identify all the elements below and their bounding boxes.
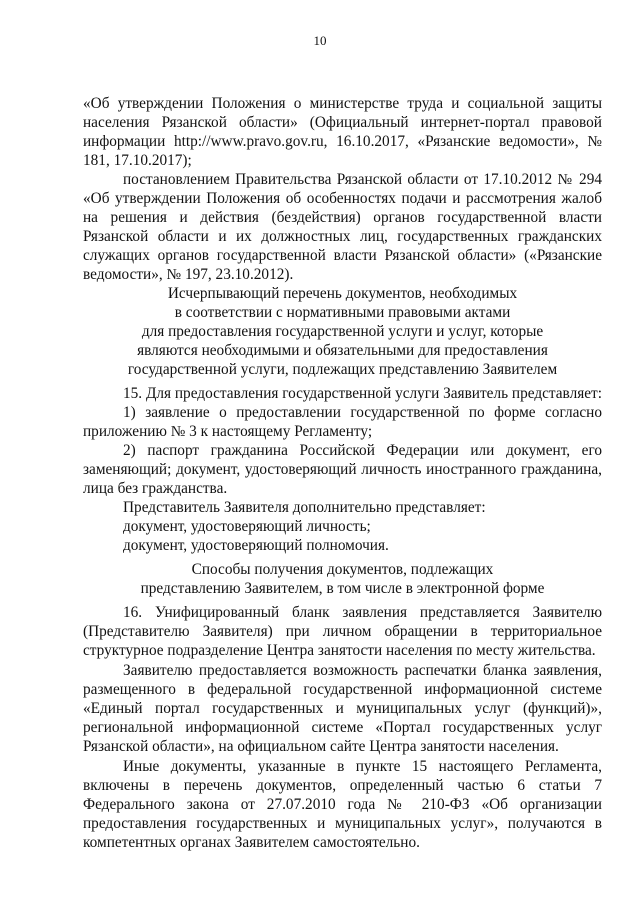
heading-line: Исчерпывающий перечень документов, необходимых bbox=[167, 285, 518, 302]
representative-document-2: документ, удостоверяющий полномочия. bbox=[123, 537, 389, 554]
heading-line: государственной услуги, подлежащих представлению Заявителем bbox=[127, 361, 558, 379]
clause-15-item-2: 2) паспорт гражданина Российской Федерации или документ, его заменяющий; документ, удостоверяющий личность иностранного гражданина, лица без гражданства. bbox=[83, 442, 602, 498]
section-heading-methods bbox=[83, 560, 602, 598]
heading-line: являются необходимыми и обязательными для предоставления bbox=[137, 342, 548, 360]
heading-line: представлению Заявителем, в том числе в электронной форме bbox=[140, 580, 545, 598]
heading-line: Способы получения документов, подлежащих bbox=[191, 561, 494, 578]
clause-15: 15. Для предоставления государственной услуги Заявитель представляет: bbox=[123, 385, 602, 402]
clause-15-item-1: 1) заявление о предоставлении государственной по форме согласно приложению № 3 к настоящему Регламенту; bbox=[83, 404, 602, 441]
clause-16: 16. Унифицированный бланк заявления представляется Заявителю (Представителю Заявителя) при личном обращении в территориальное структурное подразделение Центра занятости населения по месту жительства. bbox=[83, 604, 602, 660]
clause-16-form-printing: Заявителю предоставляется возможность распечатки бланка заявления, размещенного в федеральной государственной информационной системе «Единый портал государственных и муниципальных услуг (функций)», региональной информационной системе «Портал государственных услуг Рязанской области», на официальном сайте Центра занятости населения. bbox=[83, 662, 602, 756]
section-heading-documents bbox=[83, 284, 602, 379]
law-reference-paragraph: «Об утверждении Положения о министерстве труда и социальной защиты населения Рязанской области» (Официальный интернет-портал правовой информации http://www.pravo.gov.ru, 16.10.2017, «Рязанские ведомости», № 181, 17.10.2017); bbox=[83, 95, 602, 170]
clause-16-other-documents: Иные документы, указанные в пункте 15 настоящего Регламента, включены в перечень документов, определенный частью 6 статьи 7 Федерального закона от 27.07.2010 года № 210-ФЗ «Об организации предоставления государственных и муниципальных услуг», получаются в компетентных органах Заявителем самостоятельно. bbox=[83, 758, 602, 852]
resolution-paragraph: постановлением Правительства Рязанской области от 17.10.2012 № 294 «Об утверждении Положения об особенностях подачи и рассмотрения жалоб на решения и действия (бездействия) органов государственной власти Рязанской области и их должностных лиц, государственных гражданских служащих органов государственной власти Рязанской области» («Рязанские ведомости», № 197, 23.10.2012). bbox=[83, 171, 602, 284]
representative-paragraph: Представитель Заявителя дополнительно представляет: bbox=[123, 499, 486, 516]
heading-line: в соответствии с нормативными правовыми актами bbox=[174, 304, 511, 322]
heading-line: для предоставления государственной услуги и услуг, которые bbox=[141, 323, 544, 341]
representative-document-1: документ, удостоверяющий личность; bbox=[123, 518, 371, 535]
page-number: 10 bbox=[313, 33, 327, 48]
